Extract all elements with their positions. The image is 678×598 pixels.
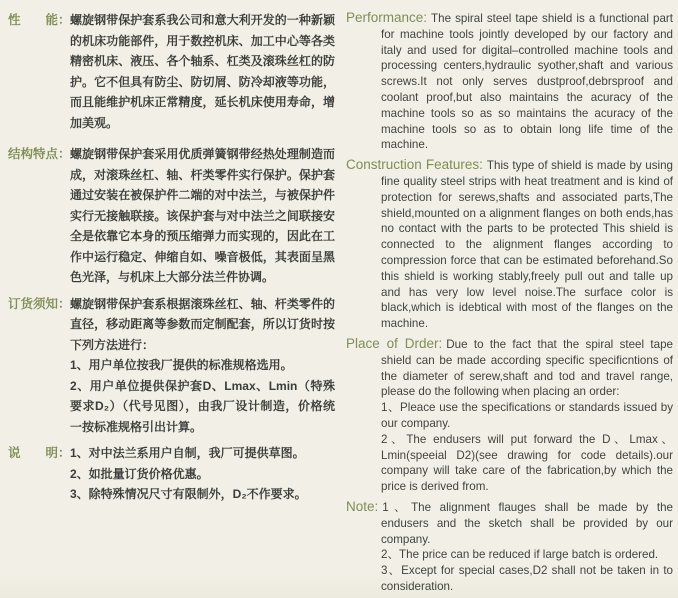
paragraph (346, 336, 673, 400)
section-label: 结构特点： (8, 147, 71, 161)
section-performance-zh (8, 10, 335, 133)
section-label: 订货须知： (8, 296, 71, 311)
section-remarks-zh (8, 443, 335, 505)
paragraph (346, 10, 673, 153)
paragraph: 螺旋钢带保护套系根据滚珠丝杠、轴、杆类零件的直径，移动距离等参数而定制配套，所以订货时按下列方法进行： (70, 296, 335, 352)
section-text: 1、The alignment flauges shall be made by the endusers and the sketch shall be provided by our company. (381, 500, 673, 546)
section-label: 说 明： (8, 446, 71, 460)
section-performance-en (346, 10, 673, 153)
section-place-of-order-en (346, 336, 673, 495)
section-label: Construction Features: (346, 157, 483, 173)
list-item: 2、The endusers will put forward the D、Lmax、Lmin(speeial D2)(see drawing for code details).our company will take care of the fabrication,by which the price is derived from. (381, 432, 673, 494)
right-column (346, 10, 673, 598)
list-item: 3、除特殊情况尺寸有限制外，D₂不作要求。 (70, 487, 307, 501)
paragraph: 螺旋钢带保护套采用优质弹簧钢带经热处理制造而成，对滚珠丝杠、轴、杆类零件实行保护。保护套通过安装在被保护件二端的对中法兰，与被保护件实行无接触联接。该保护套与对中法兰之间联接安全是依靠它本身的预压缩弹力而实现的，因此在工作中运行稳定、伸缩自如、噪音极低，其表面呈黑色光泽，与机床上大部分法兰件协调。 (70, 147, 335, 284)
section-label: 性 能： (8, 13, 71, 27)
section-label: Performance: (346, 10, 428, 25)
section-body (70, 294, 335, 438)
section-ordering-notes-zh (8, 294, 335, 438)
section-label: Place of Drder: (346, 335, 443, 351)
section-body (70, 443, 335, 505)
section-body (70, 10, 335, 133)
section-construction-features-zh (8, 144, 335, 288)
list-item: 1、用户单位按我厂提供的标准规格选用。 (70, 358, 293, 372)
list-item: 2、用户单位提供保护套D、Lmax、Lmin（特殊要求D₂）（代号见图），由我厂设计制造，价格统一按标准规格引出计算。 (70, 378, 335, 434)
list-item: 1、Pleace use the specifications or standards issued by our company. (381, 401, 673, 430)
section-body (70, 144, 335, 288)
paragraph (346, 157, 673, 332)
list-item: 1、对中法兰系用户自制，我厂可提供草图。 (70, 446, 305, 460)
paragraph: 螺旋钢带保护套系我公司和意大利开发的一种新颖的机床功能部件，用于数控机床、加工中心等各类精密机床、液压、各个轴系、杠类及滚珠丝杠的防护。它不但具有防尘、防切屑、防冷却液等功能，而且能维护机床正常精度，延长机床使用寿命，增加美观。 (70, 13, 335, 130)
list-item: 2、如批量订货价格优惠。 (70, 466, 209, 481)
section-note-en (346, 499, 673, 595)
section-text: This type of shield is made by using fine quality steel strips with heat treatment and is kind of protection for serews,shafts and associated parts,The shield,mounted on a alignment flanges on both ends,has no contact with the parts to be protected This shield is connected to the alignment flanges according to compression force that can be estimated beforehand.So this shield is working stably,freely pull out and talle up and has very low level noise.The surface color is black,which is idebtical with most of the flanges on the machine. (381, 159, 674, 331)
paragraph (346, 499, 673, 547)
section-text: Due to the fact that the spiral steel tape shield can be made according specific specificntions of the diameter of serew,shaft and tod and travel range, please do the following when placing an order: (381, 337, 673, 399)
section-label: Note: (346, 498, 379, 514)
section-construction-features-en (346, 157, 673, 332)
list-item: 2、The price can be reduced if large batch is ordered. (381, 548, 659, 562)
list-item: 3、Except for special cases,D2 shall not be taken in to consideration. (381, 564, 673, 593)
left-column (8, 10, 335, 598)
section-text: The spiral steel tape shield is a functional part for machine tools jointly developed by our factory and italy and used for digital–controlled machine tools and processing centers,hydraulic syother,shaft and various screws.It not only serves dustproof,debrsproof and coolant proof,but also maintains the acuracy of the machine tools so as so maintains the acuracy of the machine tools so as to obtain long life time of the machine. (381, 12, 673, 152)
